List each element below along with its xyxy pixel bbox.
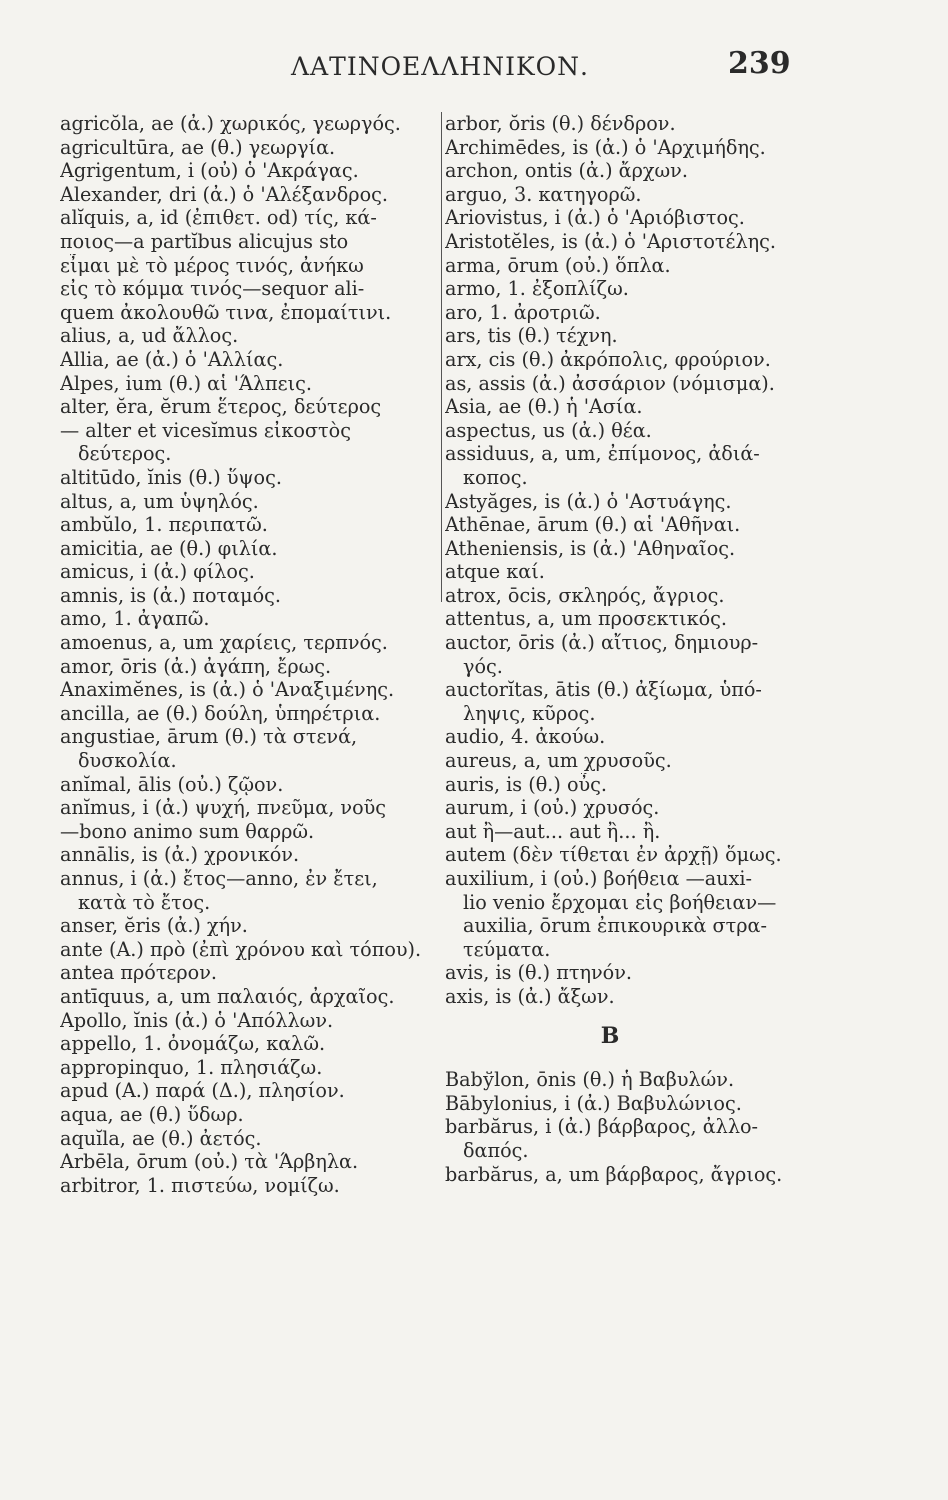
entry-line: quem ἀκολουθῶ τινα, ἐπομαίτινι. <box>60 300 392 324</box>
entry-line: — alter et vicesĭmus εἰκοστὸς <box>60 418 351 442</box>
page-number: 239 <box>728 46 791 81</box>
entry-line: Anaximĕnes, is (ἀ.) ὁ 'Αναξιμένης. <box>60 678 395 702</box>
entry-line: τεύματα. <box>463 937 551 961</box>
entry-line: amicus, i (ἀ.) φίλος. <box>60 560 255 584</box>
entry-line: ληψις, κῦρος. <box>463 701 596 725</box>
entry-line: amnis, is (ἀ.) ποταμός. <box>60 583 281 607</box>
entry-line: amicitia, ae (θ.) φιλία. <box>60 536 278 560</box>
entry-line: εἰς τὸ κόμμα τινός—sequor ali- <box>60 277 365 301</box>
entry-line: δυσκολία. <box>78 749 177 773</box>
entry-line: ποιος—a partĭbus alicujus sto <box>60 229 349 253</box>
entry-line: Asia, ae (θ.) ἡ 'Ασία. <box>445 395 643 419</box>
entry-line: altitūdo, ĭnis (θ.) ὕψος. <box>60 465 282 489</box>
entry-line: aureus, a, um χρυσοῦς. <box>445 749 672 773</box>
entry-line: aut ἢ—aut... aut ἢ... ἢ. <box>445 819 661 843</box>
entry-line: alĭquis, a, id (ἐπιθετ. od) τίς, κά- <box>60 206 377 230</box>
entry-line: arguo, 3. κατηγορῶ. <box>445 182 642 206</box>
entry-line: δαπός. <box>463 1138 529 1162</box>
entry-line: ante (A.) πρὸ (ἐπὶ χρόνου καὶ τόπου). <box>60 937 422 961</box>
entry-line: annālis, is (ἀ.) χρονικόν. <box>60 843 300 867</box>
entry-line: as, assis (ἀ.) ἀσσάριον (νόμισμα). <box>445 371 775 395</box>
entry-line: Ariovistus, i (ἀ.) ὁ 'Αριόβιστος. <box>445 206 745 230</box>
entry-line: amoenus, a, um χαρίεις, τερπνός. <box>60 631 388 655</box>
entry-line: arma, ōrum (οὐ.) ὅπλα. <box>445 253 671 277</box>
entry-line: κοπος. <box>463 465 528 489</box>
entry-line: appello, 1. ὀνομάζω, καλῶ. <box>60 1032 326 1056</box>
entry-line: auris, is (θ.) οὖς. <box>445 772 608 796</box>
entry-line: atrox, ōcis, σκληρός, ἄγριος. <box>445 583 725 607</box>
entry-line: atque καί. <box>445 560 545 584</box>
entry-line: aqua, ae (θ.) ὕδωρ. <box>60 1102 244 1126</box>
entry-line: auxilia, ōrum ἐπικουρικὰ στρα- <box>463 914 767 938</box>
entry-line: alius, a, ud ἄλλος. <box>60 324 239 348</box>
entry-line: arbor, ŏris (θ.) δένδρον. <box>445 112 676 135</box>
entry-line: axis, is (ἀ.) ἄξων. <box>445 984 615 1008</box>
entry-line: altus, a, um ὑψηλός. <box>60 489 259 513</box>
entry-line: auctor, ōris (ἀ.) αἴτιος, δημιουρ- <box>445 631 759 655</box>
entry-line: auctorĭtas, ātis (θ.) ἀξίωμα, ὑπό- <box>445 678 762 702</box>
entry-line: εἶμαι μὲ τὸ μέρος τινός, ἀνήκω <box>60 253 364 277</box>
entry-line: —bono animo sum θαρρῶ. <box>60 819 315 843</box>
entry-line: amo, 1. ἀγαπῶ. <box>60 607 210 631</box>
entry-line: anĭmal, ālis (οὐ.) ζῷον. <box>60 772 284 796</box>
entry-line: Alpes, ium (θ.) αἱ 'Άλπεις. <box>60 371 312 395</box>
running-head: ΛΑΤΙΝΟΕΛΛΗΝΙΚΟΝ. <box>291 52 589 81</box>
entry-line: autem (δὲν τίθεται ἐν ἀρχῇ) ὅμως. <box>445 843 782 867</box>
entry-line: alter, ĕra, ĕrum ἕτερος, δεύτερος <box>60 395 382 419</box>
entry-line: auxilium, i (οὐ.) βοήθεια —auxi- <box>445 867 753 890</box>
entry-line: antea πρότερον. <box>60 961 217 985</box>
entry-line: Archimēdes, is (ἀ.) ὁ 'Αρχιμήδης. <box>445 135 766 159</box>
entry-line: arx, cis (θ.) ἀκρόπολις, φρούριον. <box>445 347 771 371</box>
entry-line: Astyăges, is (ἀ.) ὁ 'Αστυάγης. <box>445 489 732 513</box>
entry-line: avis, is (θ.) πτηνόν. <box>445 961 632 985</box>
right-column <box>445 112 845 1186</box>
entry-line: barbărus, a, um βάρβαρος, ἄγριος. <box>445 1162 783 1186</box>
entry-line: Athēnae, ārum (θ.) αἱ 'Αθῆναι. <box>445 513 741 537</box>
entry-line: Agrigentum, i (οὐ) ὁ 'Ακράγας. <box>60 159 359 183</box>
entry-line: aquĭla, ae (θ.) ἀετός. <box>60 1126 262 1150</box>
entry-line: anĭmus, i (ἀ.) ψυχή, πνεῦμα, νοῦς <box>60 796 387 820</box>
entry-line: Aristotĕles, is (ἀ.) ὁ 'Αριστοτέλης. <box>445 229 776 253</box>
entry-line: lio venio ἔρχομαι εἰς βοήθειαν— <box>463 890 777 914</box>
entry-line: barbărus, i (ἀ.) βάρβαρος, ἀλλο- <box>445 1115 759 1139</box>
entry-line: arbitror, 1. πιστεύω, νομίζω. <box>60 1173 340 1197</box>
entry-line: γός. <box>463 654 503 678</box>
section-letter: B <box>600 1022 620 1049</box>
left-column <box>60 112 430 1197</box>
entry-line: antīquus, a, um παλαιός, ἀρχαῖος. <box>60 984 395 1008</box>
entry-line: Babўlon, ōnis (θ.) ἡ Βαβυλών. <box>445 1068 735 1092</box>
entry-line: agricŏla, ae (ἀ.) χωρικός, γεωργός. <box>60 112 401 135</box>
entry-line: assiduus, a, um, ἐπίμονος, ἀδιά- <box>445 442 760 466</box>
entry-line: angustiae, ārum (θ.) τὰ στενά, <box>60 725 358 749</box>
entry-line: Atheniensis, is (ἀ.) 'Αθηναῖος. <box>445 536 736 560</box>
entry-line: aurum, i (οὐ.) χρυσός. <box>445 796 660 820</box>
entry-line: annus, i (ἀ.) ἔτος—anno, ἐν ἔτει, <box>60 867 378 890</box>
entry-line: ancilla, ae (θ.) δούλη, ὑπηρέτρια. <box>60 701 381 725</box>
entry-line: Alexander, dri (ἀ.) ὁ 'Αλέξανδρος. <box>60 182 388 206</box>
entry-line: apud (A.) παρά (Δ.), πλησίον. <box>60 1079 345 1103</box>
entry-line: archon, ontis (ἀ.) ἄρχων. <box>445 159 688 183</box>
entry-line: ambŭlo, 1. περιπατῶ. <box>60 513 268 537</box>
entry-line: audio, 4. ἀκούω. <box>445 725 606 749</box>
entry-line: agricultūra, ae (θ.) γεωργία. <box>60 135 336 159</box>
entry-line: aro, 1. ἀροτριῶ. <box>445 300 601 324</box>
entry-line: κατὰ τὸ ἔτος. <box>78 890 211 914</box>
entry-line: armo, 1. ἐξοπλίζω. <box>445 277 629 301</box>
entry-line: ars, tis (θ.) τέχνη. <box>445 324 618 348</box>
entry-line: δεύτερος. <box>78 442 172 466</box>
entry-line: Arbēla, ōrum (οὐ.) τὰ 'Άρβηλα. <box>60 1150 359 1174</box>
entry-line: amor, ōris (ἀ.) ἀγάπη, ἔρως. <box>60 654 332 678</box>
entry-line: Apollo, ĭnis (ἀ.) ὁ 'Απόλλων. <box>60 1008 334 1032</box>
entry-line: anser, ĕris (ἀ.) χήν. <box>60 914 248 938</box>
entry-line: appropinquo, 1. πλησιάζω. <box>60 1055 323 1079</box>
entry-line: Bābylonius, i (ἀ.) Βαβυλώνιος. <box>445 1091 742 1115</box>
entry-line: Allia, ae (ἀ.) ὁ 'Αλλίας. <box>60 347 284 371</box>
entry-line: aspectus, us (ἀ.) θέα. <box>445 418 652 442</box>
entry-line: attentus, a, um προσεκτικός. <box>445 607 727 631</box>
